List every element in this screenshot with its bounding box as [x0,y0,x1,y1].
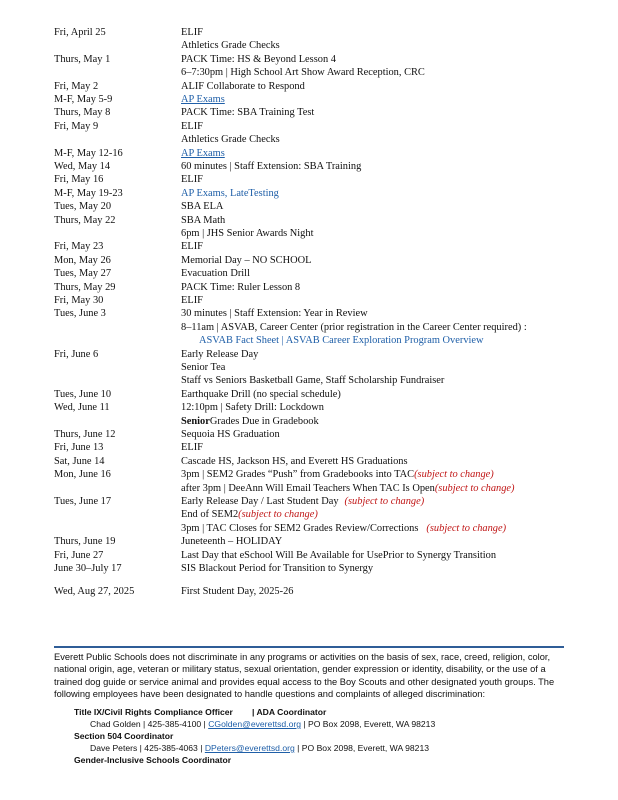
event-details [181,428,280,441]
event-details [181,160,361,173]
event-date: Fri, June 13 [54,442,104,454]
event-text: Early Release Day / Last Student Day [181,496,339,507]
event-details [181,348,444,388]
event-date: M-F, May 5-9 [54,94,113,105]
event-details [181,294,203,307]
event-text: ELIF [181,295,203,306]
chad-address: | PO Box 2098, Everett, WA 98213 [301,719,436,729]
event-line [181,307,527,320]
event-details [181,562,373,575]
event-text: 6–7:30pm | High School Art Show Award Reception, CRC [181,67,425,79]
subject-to-change-note: (subject to change) [426,522,507,534]
event-text: Athletics Grade Checks [181,40,280,52]
event-date: Tues, May 27 [54,268,112,280]
event-line [181,388,341,401]
event-date: Thurs, May 1 [54,53,111,65]
nondiscrimination-notice: Everett Public Schools does not discriminate in any programs or activities on the basis of sex, race, creed, religion, color, national origin, age, veteran or military status, sexual orientation, gender expression or identity, disability, or the use of a trained dog guide or service animal and provides equal access to the Boy Scouts and other designated youth groups. The following employees have been designated to handle questions and complaints of alleged discrimination: [54,652,555,700]
event-line [181,508,506,521]
contact-dave [90,743,429,755]
event-line [181,53,425,66]
event-text: Earthquake Drill (no special schedule) [181,388,341,400]
event-date: Fri, May 23 [54,241,104,253]
event-details [181,80,305,93]
event-details [181,388,341,401]
event-date: Fri, May 30 [54,295,104,306]
event-details [181,214,313,241]
event-details [181,267,250,280]
event-date: Wed, May 14 [54,161,111,172]
event-date: Sat, June 14 [54,455,105,467]
event-date: Fri, June 6 [54,348,99,360]
event-line [181,281,300,294]
event-date: Wed, June 11 [54,402,110,414]
dave-info: Dave Peters | 425-385-4063 | [90,743,205,753]
event-date: Fri, May 16 [54,174,104,186]
subject-to-change-note: (subject to change) [414,469,494,481]
event-details [181,468,514,495]
event-line [181,214,313,227]
event-line[interactable] [181,93,225,106]
event-text: 8–11am | ASVAB, Career Center (prior registration in the Career Center required) : [181,321,527,333]
event-line [181,133,280,146]
event-line [181,495,506,508]
event-text: Sequoia HS Graduation [181,429,280,440]
event-details [181,26,280,53]
event-text: ELIF [181,241,203,253]
event-details [181,200,223,213]
event-text: Staff vs Seniors Basketball Game, Staff Scholarship Fundraiser [181,375,445,387]
event-text: 3pm | SEM2 Grades “Push” from Gradebooks into TAC [181,469,415,481]
event-line[interactable] [181,147,225,160]
event-line [181,482,514,495]
event-text: 6pm | JHS Senior Awards Night [181,227,314,239]
event-text: Memorial Day – NO SCHOOL [181,254,312,266]
event-line [181,428,280,441]
event-line [181,441,203,454]
subject-to-change-note: (subject to change) [434,482,515,494]
event-text: Senior Tea [181,361,226,373]
event-line [181,535,282,548]
event-details [181,147,225,160]
chad-email-link[interactable]: CGolden@everettsd.org [208,719,301,729]
event-details [181,535,282,548]
event-details [181,106,314,119]
event-text: ELIF [181,442,203,454]
event-line [181,468,514,481]
event-line [181,120,280,133]
dave-email-link[interactable]: DPeters@everettsd.org [204,743,295,753]
event-date: M-F, May 19-23 [54,187,123,199]
event-date: Fri, April 25 [54,27,106,38]
event-details [181,441,203,454]
event-line [181,374,444,387]
event-date: Tues, June 17 [54,496,112,507]
event-date: Fri, May 9 [54,120,99,132]
event-text: 3pm | TAC Closes for SEM2 Grades Review/Corrections [181,522,419,534]
event-line [181,267,250,280]
event-line [181,227,313,240]
event-text[interactable]: AP Exams, LateTesting [181,187,279,199]
event-text: Cascade HS, Jackson HS, and Everett HS Graduations [181,455,408,467]
event-text: Juneteenth – HOLIDAY [181,536,283,548]
event-date: Tues, May 20 [54,201,112,213]
event-details [181,120,280,147]
event-date: Fri, June 27 [54,549,104,561]
event-line [181,26,280,39]
event-details [181,401,324,428]
event-details [181,173,203,186]
subject-to-change-note: (subject to change) [238,509,318,521]
event-text: SBA ELA [181,201,224,213]
event-text: after 3pm | DeeAnn Will Email Teachers When TAC Is Open [181,482,435,494]
event-date: Wed, Aug 27, 2025 [54,586,135,598]
event-text[interactable]: AP Exams [181,94,225,105]
event-line [181,254,311,267]
event-details [181,254,311,267]
event-text: 12:10pm | Safety Drill: Lockdown [181,402,324,414]
event-line [181,348,444,361]
event-date: Mon, June 16 [54,469,111,481]
event-line [181,294,203,307]
event-line [181,240,203,253]
dave-address: | PO Box 2098, Everett, WA 98213 [294,743,430,753]
event-text: ELIF [181,120,203,132]
event-line [181,160,361,173]
event-date: Thurs, May 8 [54,107,111,119]
event-line [181,39,280,52]
event-text[interactable]: AP Exams [181,147,225,159]
event-text: SBA Math [181,214,226,226]
gender-inclusive-heading: Gender-Inclusive Schools Coordinator [74,755,232,765]
event-date: M-F, May 12-16 [54,147,123,159]
event-date: Thurs, May 29 [54,281,116,293]
ada-heading: | ADA Coordinator [252,707,327,717]
event-text: ELIF [181,174,203,186]
event-details [181,585,293,598]
senior-grades-line [181,415,324,428]
event-line[interactable] [181,187,279,200]
event-details [181,240,203,253]
event-date: Fri, May 2 [54,80,99,92]
event-line [181,455,408,468]
event-text: End of SEM2 [181,509,239,521]
event-text: ALIF Collaborate to Respond [181,80,305,92]
event-date: Tues, June 10 [54,388,112,400]
event-details [181,93,225,106]
asvab-links[interactable]: ASVAB Fact Sheet | ASVAB Career Exploration Program Overview [199,335,484,347]
event-text: 60 minutes | Staff Extension: SBA Training [181,161,362,172]
event-line [181,200,223,213]
event-text: PACK Time: Ruler Lesson 8 [181,281,301,293]
title9-heading: Title IX/Civil Rights Compliance Officer [74,707,233,717]
event-details [181,549,496,562]
event-line [181,173,203,186]
event-text: ELIF [181,27,203,38]
event-line [181,66,425,79]
event-date: Thurs, June 19 [54,536,116,548]
senior-label: Senior [181,415,210,427]
event-details [181,53,425,80]
event-line [181,522,506,535]
event-date: Thurs, June 12 [54,429,116,440]
event-date: Tues, June 3 [54,308,106,320]
event-details [181,281,300,294]
event-date: Mon, May 26 [54,254,111,266]
event-text: 30 minutes | Staff Extension: Year in Review [181,308,368,320]
event-line [181,401,324,414]
section504-heading: Section 504 Coordinator [74,731,174,741]
divider-rule [54,646,564,648]
event-date: June 30–July 17 [54,563,122,574]
event-line [181,549,496,562]
event-text: Evacuation Drill [181,268,250,280]
event-line [181,585,293,598]
event-line [181,361,444,374]
contact-chad [90,719,435,731]
event-line [181,80,305,93]
event-line [181,106,314,119]
event-text: PACK Time: SBA Training Test [181,107,315,119]
event-details [181,307,527,347]
event-text: First Student Day, 2025-26 [181,586,294,598]
event-details [181,495,506,535]
event-text: SIS Blackout Period for Transition to Synergy [181,563,374,574]
senior-grades-text: Grades Due in Gradebook [209,415,319,427]
subject-to-change-note: (subject to change) [344,496,425,507]
event-details [181,455,408,468]
event-date: Thurs, May 22 [54,214,116,226]
chad-info: Chad Golden | 425-385-4100 | [90,719,209,729]
event-text: Last Day that eSchool Will Be Available for UsePrior to Synergy Transition [181,549,497,561]
event-text: Early Release Day [181,348,259,360]
event-text: Athletics Grade Checks [181,134,280,146]
event-line [181,562,373,575]
event-details [181,187,279,200]
event-text: PACK Time: HS & Beyond Lesson 4 [181,53,336,65]
event-line [181,321,527,334]
